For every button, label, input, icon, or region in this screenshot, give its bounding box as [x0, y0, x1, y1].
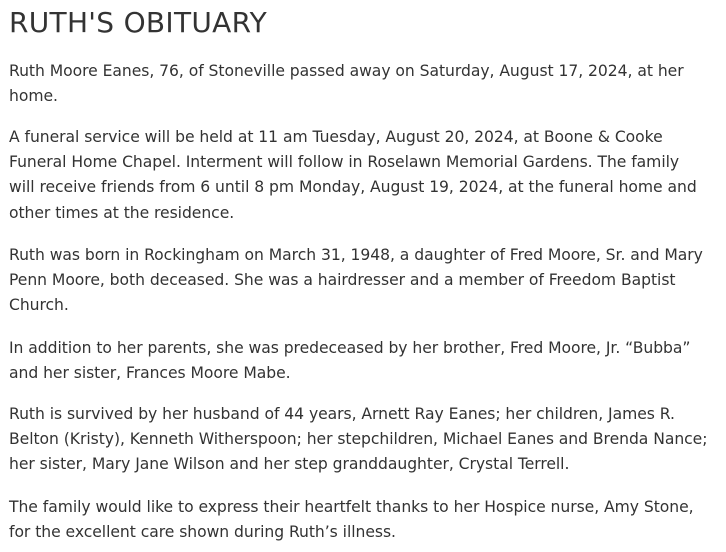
paragraph-service-details: A funeral service will be held at 11 am Tuesday, August 20, 2024, at Boone & Cooke Funeral Home Chapel. Interment will follow in Roselawn Memorial Gardens. The family will receive friends from 6 until 8 pm Monday, August 19, 2024, at the funeral home and other times at the residence. — [9, 128, 697, 222]
paragraph-survivors: Ruth is survived by her husband of 44 years, Arnett Ray Eanes; her children, James R. Belton (Kristy), Kenneth Witherspoon; her stepchildren, Michael Eanes and Brenda Nance; her sister, Mary Jane Wilson and her step granddaughter, Crystal Terrell. — [9, 405, 708, 474]
page-title: RUTH'S OBITUARY — [9, 6, 268, 39]
obituary-content — [9, 0, 715, 542]
paragraph-thanks: The family would like to express their heartfelt thanks to her Hospice nurse, Amy Stone, for the excellent care shown during Ruth’s illness. — [9, 498, 694, 542]
paragraph-predeceased: In addition to her parents, she was predeceased by her brother, Fred Moore, Jr. “Bubba” and her sister, Frances Moore Mabe. — [9, 339, 691, 383]
paragraph-biography: Ruth was born in Rockingham on March 31, 1948, a daughter of Fred Moore, Sr. and Mary Penn Moore, both deceased. She was a hairdresser and a member of Freedom Baptist Church. — [9, 246, 703, 315]
paragraph-death-notice: Ruth Moore Eanes, 76, of Stoneville passed away on Saturday, August 17, 2024, at her home. — [9, 62, 684, 106]
